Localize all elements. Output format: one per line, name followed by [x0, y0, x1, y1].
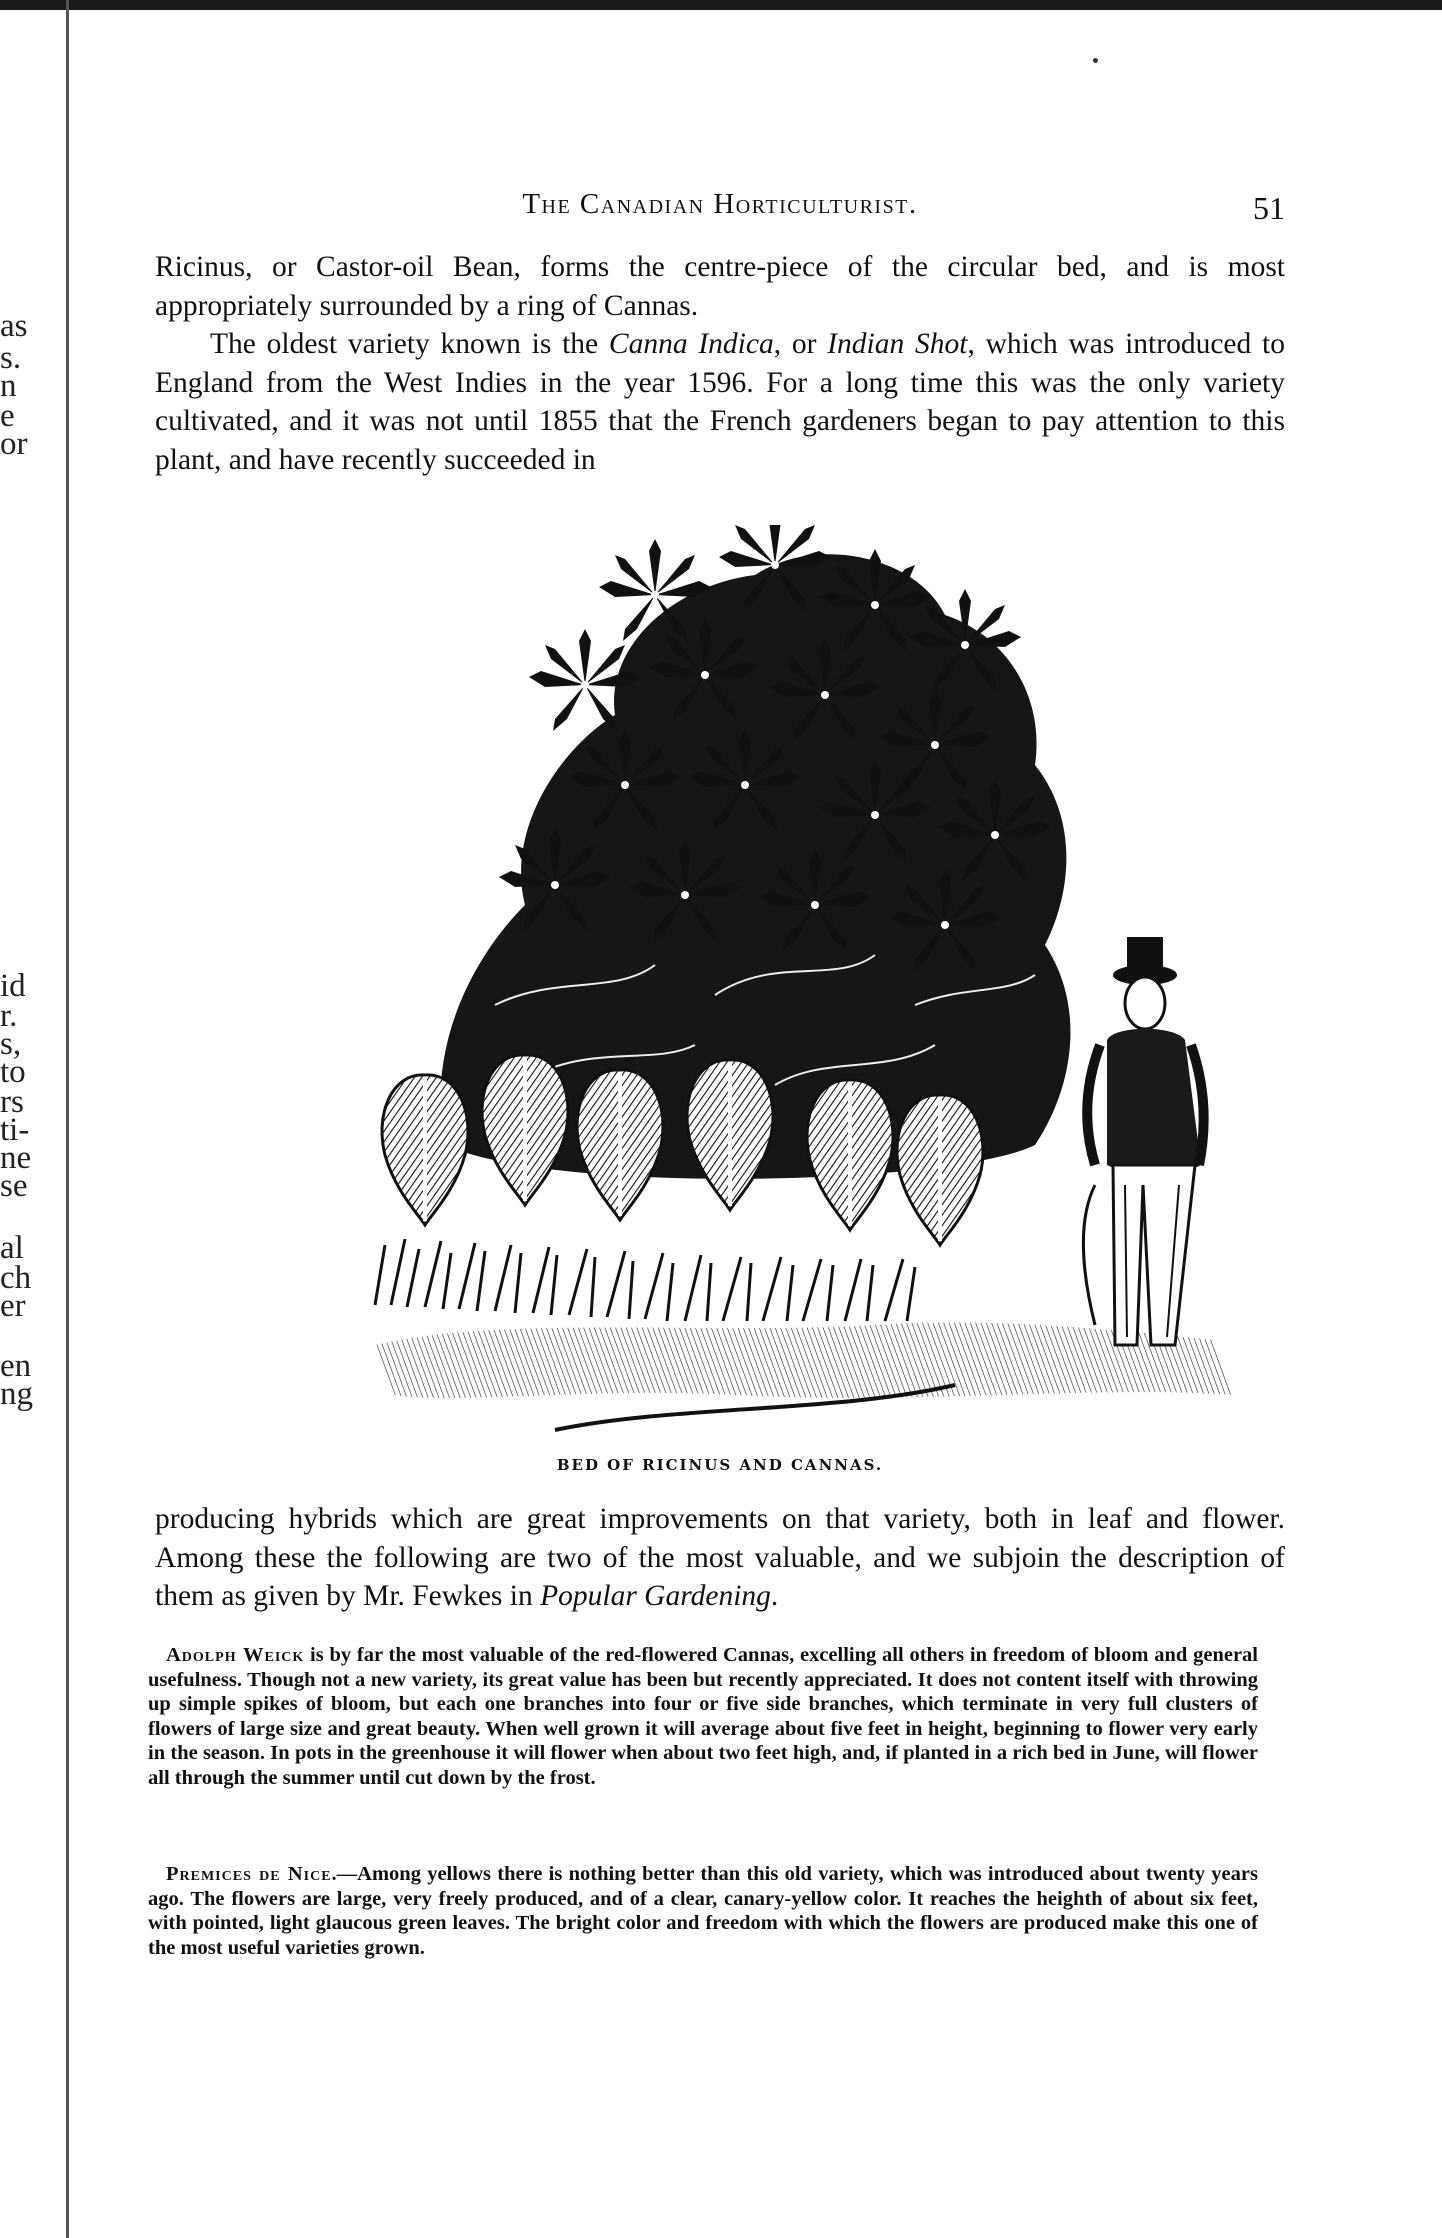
facing-page-fragment: ne	[0, 1140, 32, 1176]
page-top-edge	[0, 0, 1442, 10]
continuation-paragraph	[155, 1500, 1285, 1616]
variety-entry-premices-de-nice	[148, 1862, 1258, 1960]
facing-page-fragment: en	[0, 1348, 32, 1384]
facing-page-margin	[0, 0, 33, 2238]
facing-page-fragment: to	[0, 1054, 26, 1090]
figure-caption: BED OF RICINUS AND CANNAS.	[556, 1456, 884, 1474]
gentleman-figure	[1083, 937, 1203, 1345]
facing-page-fragment: al	[0, 1230, 24, 1266]
facing-page-fragment: or	[0, 426, 28, 462]
page-number: 51	[1253, 190, 1285, 226]
canna-indica-term: Canna Indica	[608, 328, 774, 360]
facing-page-fragment: se	[0, 1168, 28, 1204]
history-paragraph	[155, 325, 1285, 479]
variety-entry-adolph-weick	[148, 1643, 1258, 1790]
facing-page-fragment: ti-	[0, 1112, 30, 1148]
facing-page-fragment: ng	[0, 1376, 33, 1412]
variety-description: is by far the most valuable of the red-flowered Cannas, excelling all others in freedom of bloom and general usefulness. Though not a new variety, its great value has been but recently appreciated. It does not content itself with throwing up simple spikes of bloom, but each one branches into four or five side branches, which terminate in very full clusters of flowers of large size and great beauty. When well grown it will average about five feet in height, beginning to flower very early in the season. In pots in the greenhouse it will flower when about two feet high, and, if planted in a rich bed in June, will flower all through the summer until cut down by the frost.	[148, 1644, 1259, 1789]
binding-edge-line	[66, 0, 69, 2238]
continuation-text: producing hybrids which are great improvements on that variety, both in leaf and flower. Among these the following are two of the most valuable, and we subjoin the description of them as given by Mr. Fewkes in	[155, 1503, 1285, 1612]
binding-gutter	[0, 0, 66, 2238]
history-text-rest: , which was introduced to England from the West Indies in the year 1596. For a long time this was the only variety cultivated, and it was not until 1855 that the French gardeners began to pay attention to this plant, and have recently succeeded in	[155, 328, 1285, 476]
facing-page-fragment: id	[0, 968, 26, 1004]
facing-page-fragment: r.	[0, 998, 18, 1034]
source-title: Popular Gardening	[540, 1580, 771, 1612]
facing-page-fragment: e	[0, 398, 15, 434]
facing-page-fragment: s.	[0, 340, 22, 376]
variety-name: Adolph Weick	[166, 1644, 305, 1666]
variety-description: .—Among yellows there is nothing better than this old variety, which was introduced about twenty years ago. The flowers are large, very freely produced, and of a clear, canary-yellow color. It reaches the heighth of about six feet, with pointed, light glaucous green leaves. The bright color and freedom with which the flowers are produced make this one of the most useful varieties grown.	[148, 1863, 1258, 1959]
facing-page-fragment: ch	[0, 1260, 32, 1296]
intro-paragraph: Ricinus, or Castor-oil Bean, forms the centre-piece of the circular bed, and is most appropriately surrounded by a ring of Cannas.	[155, 251, 1285, 322]
engraving-bed-of-ricinus-and-cannas	[355, 525, 1260, 1440]
variety-name: Premices de Nice	[166, 1863, 332, 1885]
indian-shot-term: Indian Shot	[827, 328, 968, 360]
ink-speck	[1093, 58, 1098, 63]
facing-page-fragment: as	[0, 308, 28, 344]
history-text: The oldest variety known is the	[210, 328, 609, 360]
facing-page-fragment: rs	[0, 1084, 24, 1120]
facing-page-fragment: s,	[0, 1026, 22, 1062]
facing-page-fragment: er	[0, 1288, 26, 1324]
facing-page-fragment: n	[0, 368, 17, 404]
continuation-end: .	[770, 1580, 779, 1612]
history-text-or: , or	[773, 328, 828, 360]
running-title: The Canadian Horticulturist.	[522, 188, 918, 220]
page-header	[155, 188, 1285, 232]
